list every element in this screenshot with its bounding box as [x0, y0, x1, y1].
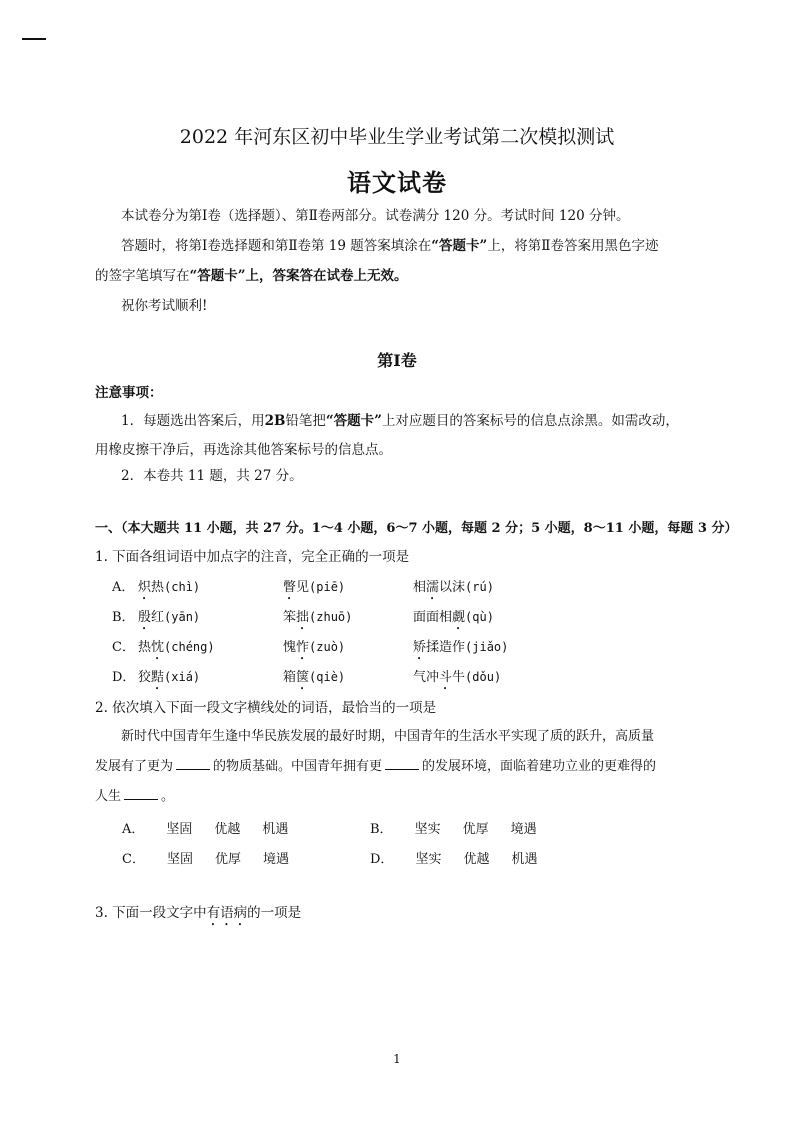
dotted-character: 殷: [138, 610, 152, 625]
q1-option-word: 狡黠(xiá): [138, 670, 201, 685]
q1-option-word: 殷红(yān): [138, 610, 201, 625]
note-1-line-2: 用橡皮擦干净后，再选涂其他答案标号的信息点。: [95, 442, 392, 458]
dotted-character: 瞥: [283, 580, 297, 595]
section1-title: 一、（本大题共 11 小题，共 27 分。1～4 小题，6～7 小题，每题 2 分；5 小题，8～11 小题，每题 3 分）: [95, 521, 738, 536]
pinyin: (yān): [164, 610, 201, 624]
dotted-character: 忱: [151, 640, 165, 655]
q1-option-label: B．: [112, 610, 135, 625]
q1-option-word: 热忱(chéng): [138, 640, 215, 655]
pinyin: (qù): [465, 610, 494, 624]
pinyin: (qiè): [309, 670, 346, 684]
corner-mark: [22, 38, 46, 40]
q1-option-word: 愧怍(zuò): [283, 640, 346, 655]
q1-option-word: 矫揉造作(jiǎo): [413, 640, 509, 655]
pinyin: (jiǎo): [465, 640, 509, 654]
pinyin: (chì): [164, 580, 201, 594]
dotted-character: 黠: [151, 670, 165, 685]
q2-option: C． 坚固 优厚 境遇: [122, 852, 289, 867]
q2-passage-line-2: 发展有了更为 的物质基础。中国青年拥有更 的发展环境，面临着建功立业的更难得的: [95, 759, 657, 774]
q2-option: A． 坚固 优越 机遇: [122, 822, 289, 837]
pinyin: (piē): [309, 580, 346, 594]
q2-option: B． 坚实 优厚 境遇: [370, 822, 537, 837]
dotted-character: 炽: [138, 580, 152, 595]
note-2: 2．本卷共 11 题，共 27 分。: [121, 468, 303, 484]
intro-line-4: 祝你考试顺利!: [121, 298, 208, 314]
blank-1: [176, 757, 210, 770]
intro-line-3: 的签字笔填写在“答题卡”上，答案答在试卷上无效。: [95, 268, 408, 284]
q1-option-word: 瞥见(piē): [283, 580, 346, 595]
dotted-character: 矫: [413, 640, 427, 655]
q2-passage-line-3: 人生 。: [95, 789, 175, 804]
q1-option-word: 箱箧(qiè): [283, 670, 346, 685]
q2-stem: 2. 依次填入下面一段文字横线处的词语，最恰当的一项是: [95, 700, 437, 716]
pinyin: (xiá): [164, 670, 201, 684]
dotted-character: 怍: [296, 640, 310, 655]
q1-option-label: C．: [112, 640, 135, 655]
intro-line-2: 答题时，将第Ⅰ卷选择题和第Ⅱ卷第 19 题答案填涂在“答题卡”上，将第Ⅱ卷答案用黑色字迹: [121, 238, 659, 254]
blank-3: [124, 787, 158, 800]
dotted-character: 觑: [452, 610, 466, 625]
notes-title: 注意事项：: [95, 385, 163, 401]
q2-passage-line-1: 新时代中国青年生逢中华民族发展的最好时期，中国青年的生活水平实现了质的跃升，高质量: [121, 729, 655, 744]
pinyin: (zhuō): [309, 610, 353, 624]
q1-option-label: D．: [112, 670, 136, 685]
blank-2: [385, 757, 419, 770]
pinyin: (dǒu): [465, 670, 502, 684]
q1-stem: 1. 下面各组词语中加点字的注音，完全正确的一项是: [95, 549, 410, 565]
q1-option-word: 笨拙(zhuō): [283, 610, 353, 625]
volume1-title: 第Ⅰ卷: [377, 351, 417, 370]
page-number: 1: [393, 1052, 401, 1066]
dotted-character: 拙: [296, 610, 310, 625]
note-1: 1．每题选出答案后，用2B铅笔把“答题卡”上对应题目的答案标号的信息点涂黑。如需改动，: [121, 413, 679, 429]
q2-option: D． 坚实 优越 机遇: [370, 852, 538, 867]
dotted-character: 箧: [296, 670, 310, 685]
pinyin: (zuò): [309, 640, 346, 654]
q1-option-word: 相濡以沫(rú): [413, 580, 494, 595]
q1-option-word: 面面相觑(qù): [413, 610, 494, 625]
pinyin: (rú): [465, 580, 494, 594]
dotted-character: 濡: [426, 580, 440, 595]
exam-subtitle: 语文试卷: [347, 168, 447, 197]
exam-title: 2022 年河东区初中毕业生学业考试第二次模拟测试: [179, 126, 615, 148]
q1-option-label: A．: [112, 580, 135, 595]
q1-option-word: 炽热(chì): [138, 580, 201, 595]
pinyin: (chéng): [164, 640, 215, 654]
intro-line-1: 本试卷分为第Ⅰ卷（选择题）、第Ⅱ卷两部分。试卷满分 120 分。考试时间 120 分钟。: [121, 208, 630, 224]
dotted-character: 斗: [439, 670, 453, 685]
q3-stem: 3. 下面一段文字中有语病的一项是: [95, 905, 302, 921]
q1-option-word: 气冲斗牛(dǒu): [413, 670, 502, 685]
